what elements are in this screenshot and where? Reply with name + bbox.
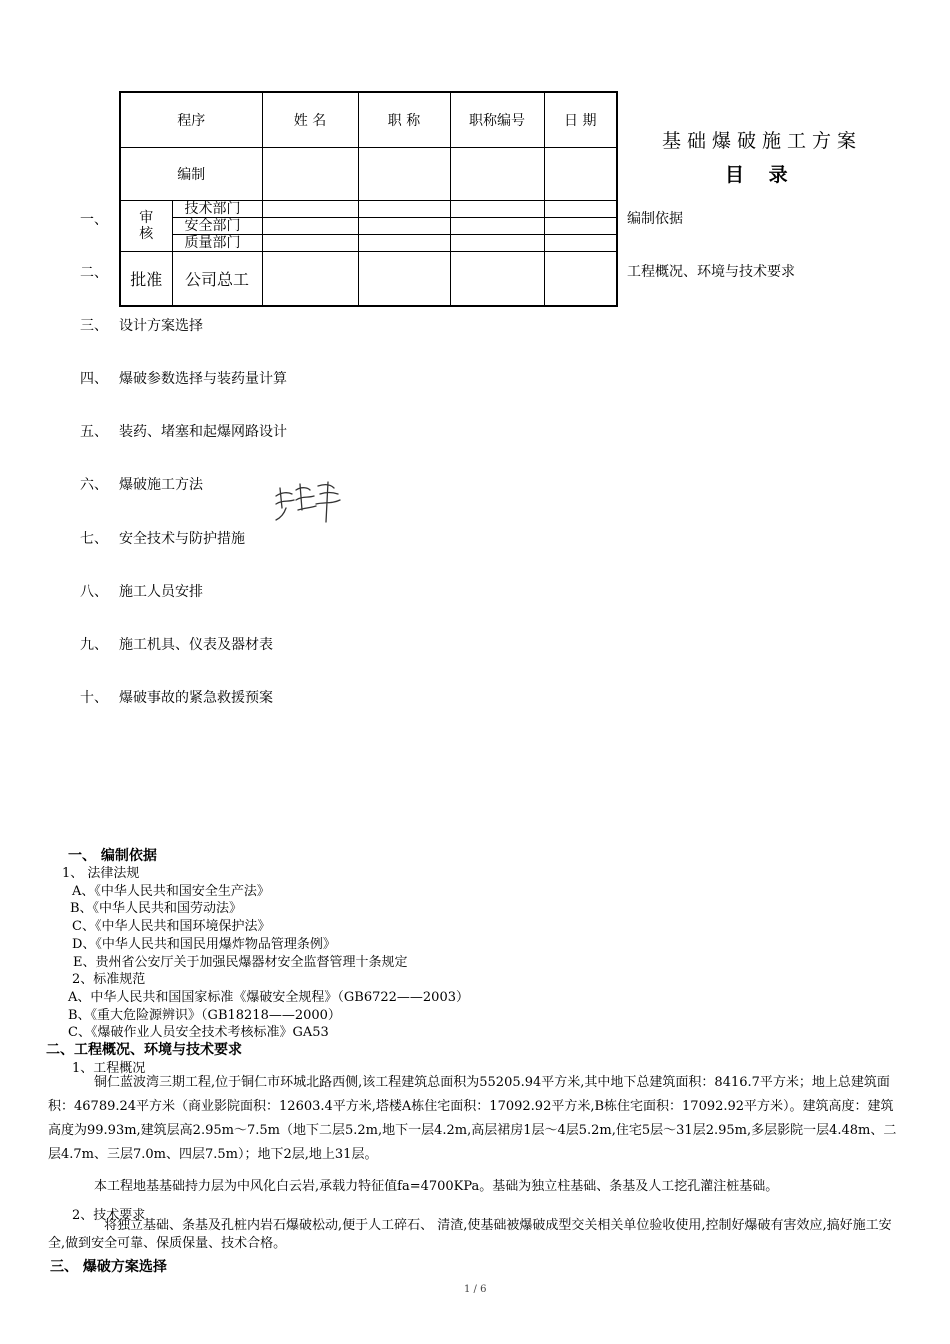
review-label-text: 审核	[139, 209, 154, 242]
cell	[358, 200, 450, 217]
law-c: C、《中华人民共和国环境保护法》	[72, 919, 271, 934]
cell	[544, 200, 617, 217]
section2-sub2: 2、技术要求	[72, 1208, 146, 1223]
law-d: D、《中华人民共和国民用爆炸物品管理条例》	[72, 937, 336, 952]
cell	[544, 251, 617, 306]
cell	[544, 147, 617, 200]
cell	[544, 234, 617, 251]
section1-sub1: 1、 法律法规	[62, 866, 140, 881]
document-title: 基础爆破施工方案	[662, 130, 863, 152]
cell	[450, 234, 544, 251]
cell	[262, 200, 358, 217]
cell	[358, 234, 450, 251]
standard-b: B、《重大危险源辨识》（GB18218——2000）	[68, 1008, 341, 1023]
section2-sub1: 1、工程概况	[72, 1061, 146, 1076]
approve-role: 公司总工	[172, 251, 262, 306]
review-label	[120, 200, 172, 251]
law-a: A、《中华人民共和国安全生产法》	[72, 884, 270, 899]
toc-item-5: 装药、堵塞和起爆网路设计	[119, 424, 287, 440]
toc-num-2: 二、	[80, 265, 108, 281]
cell	[450, 251, 544, 306]
law-b: B、《中华人民共和国劳动法》	[70, 901, 243, 916]
compile-label: 编制	[120, 147, 262, 200]
toc-item-6: 爆破施工方法	[119, 477, 203, 493]
cell	[450, 217, 544, 234]
cell	[358, 147, 450, 200]
cell	[358, 251, 450, 306]
section3-heading: 三、 爆破方案选择	[50, 1259, 167, 1275]
header-title-number: 职称编号	[450, 92, 544, 147]
cell	[262, 251, 358, 306]
toc-item-2: 工程概况、环境与技术要求	[627, 264, 795, 280]
toc-num-6: 六、	[80, 477, 108, 493]
toc-item-10: 爆破事故的紧急救援预案	[119, 690, 273, 706]
header-title: 职 称	[358, 92, 450, 147]
law-e: E、贵州省公安厅关于加强民爆器材安全监督管理十条规定	[73, 955, 408, 970]
toc-item-7: 安全技术与防护措施	[119, 531, 245, 547]
cell	[544, 217, 617, 234]
section1-sub2: 2、标准规范	[72, 972, 146, 987]
toc-num-4: 四、	[80, 371, 108, 387]
header-date: 日 期	[544, 92, 617, 147]
header-name: 姓 名	[262, 92, 358, 147]
cell	[358, 217, 450, 234]
approve-label: 批准	[120, 251, 172, 306]
tech-requirements-paragraph: 将独立基础、条基及孔桩内岩石爆破松动,便于人工碎石、 清渣,使基础被爆破成型交关相关单位验收使用,控制好爆破有害效应,搞好施工安全,做到安全可靠、保质保量、技术合格。	[48, 1218, 892, 1251]
toc-num-3: 三、	[80, 318, 108, 334]
cell	[262, 147, 358, 200]
toc-item-8: 施工人员安排	[119, 584, 203, 600]
toc-num-1: 一、	[80, 212, 108, 228]
toc-item-3: 设计方案选择	[119, 318, 203, 334]
cell	[450, 147, 544, 200]
toc-num-9: 九、	[80, 637, 108, 653]
page-number: 1 / 6	[464, 1284, 487, 1295]
dept-tech: 技术部门	[172, 200, 262, 217]
toc-num-5: 五、	[80, 424, 108, 440]
dept-quality: 质量部门	[172, 234, 262, 251]
project-overview-paragraph: 铜仁蓝波湾三期工程,位于铜仁市环城北路西侧,该工程建筑总面积为55205.94平方米,其中地下总建筑面积：8416.7平方米；地上总建筑面积：46789.24平方米（商业影院面积：12603.4平方米,塔楼A栋住宅面积：17092.92平方米,B栋住宅面积：17092.92平方米）。建筑高度：建筑高度为99.93m,建筑层高2.95m～7.5m（地下二层5.2m,地下一层4.2m,高层裙房1层～4层5.2m,住宅5层～31层2.95m,多层影院一层4.48m、二层4.7m、三层7.0m、四层7.5m）；地下2层,地上31层。	[48, 1075, 897, 1162]
dept-safety: 安全部门	[172, 217, 262, 234]
toc-item-9: 施工机具、仪表及器材表	[119, 637, 273, 653]
toc-item-1: 编制依据	[627, 211, 683, 227]
cell	[262, 234, 358, 251]
toc-num-7: 七、	[80, 531, 108, 547]
handwritten-signature	[272, 478, 344, 526]
header-procedure: 程序	[120, 92, 262, 147]
cell	[262, 217, 358, 234]
standard-a: A、中华人民共和国国家标准《爆破安全规程》（GB6722——2003）	[68, 990, 469, 1005]
cell	[450, 200, 544, 217]
section1-heading: 一、 编制依据	[68, 848, 157, 864]
approval-table	[119, 91, 618, 307]
toc-item-4: 爆破参数选择与装药量计算	[119, 371, 287, 387]
toc-heading: 目 录	[725, 164, 788, 186]
toc-num-10: 十、	[80, 690, 108, 706]
foundation-paragraph: 本工程地基基础持力层为中风化白云岩,承载力特征值fa=4700KPa。基础为独立柱基础、条基及人工挖孔灌注桩基础。	[94, 1179, 779, 1194]
toc-num-8: 八、	[80, 584, 108, 600]
section2-heading: 二、工程概况、环境与技术要求	[46, 1042, 242, 1058]
standard-c: C、《爆破作业人员安全技术考核标准》GA53	[68, 1025, 329, 1040]
